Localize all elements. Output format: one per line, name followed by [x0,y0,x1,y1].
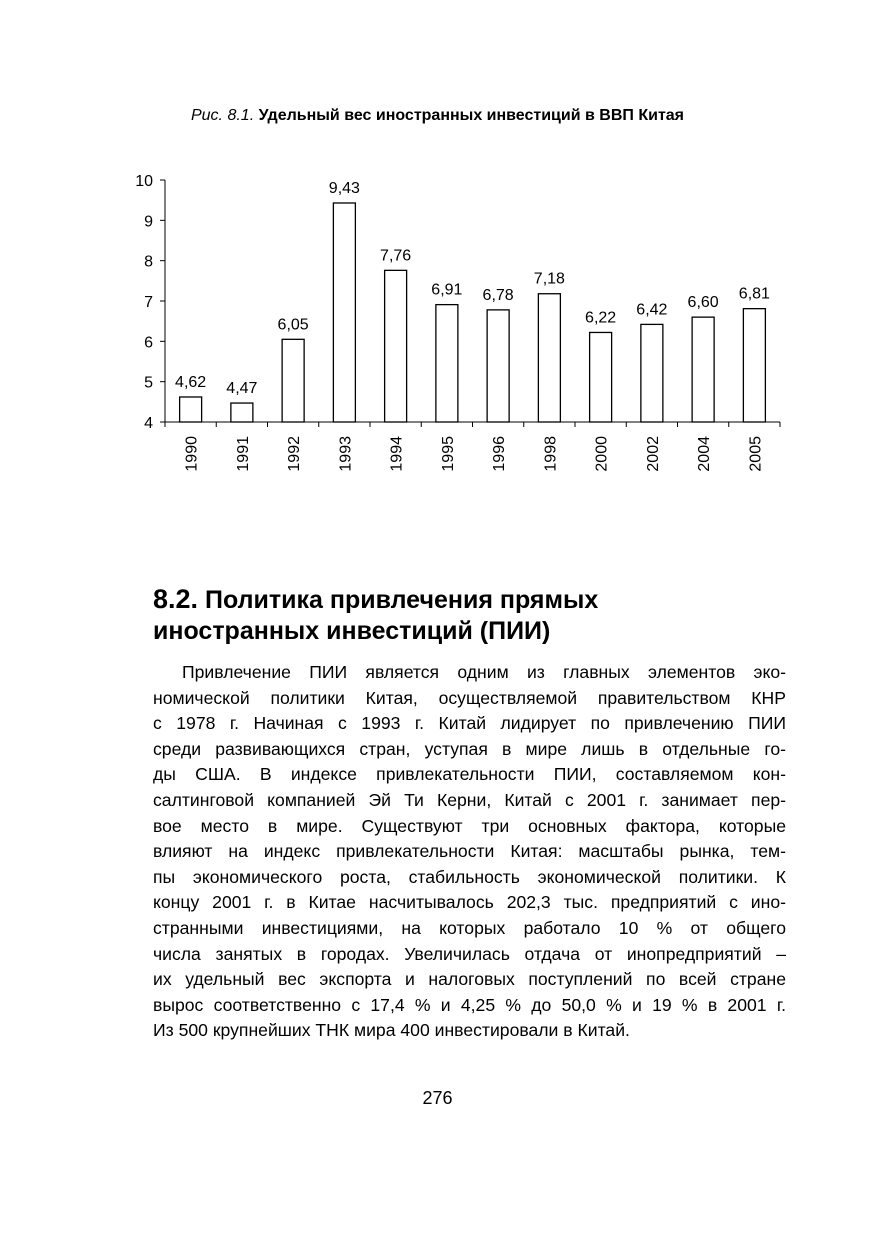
y-tick-label: 10 [135,173,153,190]
x-tick-label: 1991 [234,436,252,472]
data-label: 7,76 [380,247,412,265]
x-tick-label: 2002 [644,436,662,472]
bar [436,305,458,422]
page-number: 276 [422,1088,453,1108]
bar [590,332,612,422]
x-tick-label: 2000 [593,436,611,472]
paragraph-line: Из 500 крупнейших ТНК мира 400 инвестировали в Китай. [153,1020,630,1041]
y-tick-label: 8 [144,253,153,271]
bar [487,310,509,422]
bar-chart [0,160,875,500]
y-tick-label: 9 [144,213,153,231]
paragraph-line: среди развивающихся стран, уступая в мире лишь в отдельные го- [153,738,786,759]
paragraph-line: их удельный вес экспорта и налоговых поступлений по всей стране [153,969,786,990]
paragraph-line: странными инвестициями, на которых работало 10 % от общего [153,917,786,938]
data-label: 4,47 [226,380,258,398]
paragraph-line: вое место в мире. Существуют три основных фактора, которые [153,815,786,836]
y-tick-label: 7 [144,294,153,311]
section-title-line2: иностранных инвестиций (ПИИ) [153,617,551,645]
data-label: 4,62 [175,373,207,391]
data-label: 6,78 [482,286,514,304]
x-tick-label: 1994 [388,436,406,472]
paragraph-line: номической политики Китая, осуществляемой правительством КНР [153,687,786,708]
x-tick-label: 1998 [542,436,560,472]
paragraph-line: влияют на индекс привлекательности Китая: масштабы рынка, тем- [153,841,786,862]
data-label: 6,22 [585,309,617,327]
data-label: 6,91 [431,281,463,299]
data-label: 6,42 [636,301,668,319]
x-tick-label: 1995 [439,436,457,472]
data-label: 6,81 [738,285,770,303]
y-tick-label: 6 [144,334,153,352]
x-tick-label: 1992 [286,436,304,472]
x-tick-label: 1990 [183,436,201,472]
y-tick-label: 4 [144,415,153,432]
paragraph-line: салтинговой компанией Эй Ти Керни, Китай с 2001 г. занимает пер- [153,789,786,810]
data-label: 6,05 [277,316,309,334]
bar [743,309,765,422]
paragraph-line: Привлечение ПИИ является одним из главных элементов эко- [182,662,786,682]
x-tick-label: 1993 [337,436,355,472]
body-paragraph [153,660,786,1044]
bar [692,317,714,422]
paragraph-line: концу 2001 г. в Китае насчитывалось 202,3 тыс. предприятий с ино- [153,892,786,913]
data-label: 7,18 [533,270,565,288]
section-title-line1: Политика привлечения прямых [205,586,599,614]
bar [385,270,407,422]
section-heading [153,584,793,647]
data-label: 6,60 [687,294,719,312]
bar [180,397,202,422]
figure-caption [0,107,875,125]
section-number: 8.2. [153,584,199,614]
bar [231,403,253,422]
bar [538,294,560,422]
x-tick-label: 2005 [747,436,765,472]
data-label: 9,43 [328,179,360,197]
paragraph-line: вырос соответственно с 17,4 % и 4,25 % до 50,0 % и 19 % в 2001 г. [153,994,786,1015]
bar [282,339,304,422]
figure-title: Удельный вес иностранных инвестиций в ВВП Китая [258,107,685,124]
y-tick-label: 5 [144,374,153,392]
paragraph-line: с 1978 г. Начиная с 1993 г. Китай лидирует по привлечению ПИИ [153,713,786,734]
bar [641,324,663,422]
paragraph-line: ды США. В индексе привлекательности ПИИ, составляемом кон- [153,764,786,785]
x-tick-label: 2004 [696,436,714,472]
bar [333,203,355,422]
paragraph-line: пы экономического роста, стабильность экономической политики. К [153,866,786,887]
paragraph-line: числа занятых в городах. Увеличилась отдача от инопредприятий – [153,943,786,964]
figure-label: Рис. 8.1. [190,107,255,124]
x-tick-label: 1996 [491,436,509,472]
